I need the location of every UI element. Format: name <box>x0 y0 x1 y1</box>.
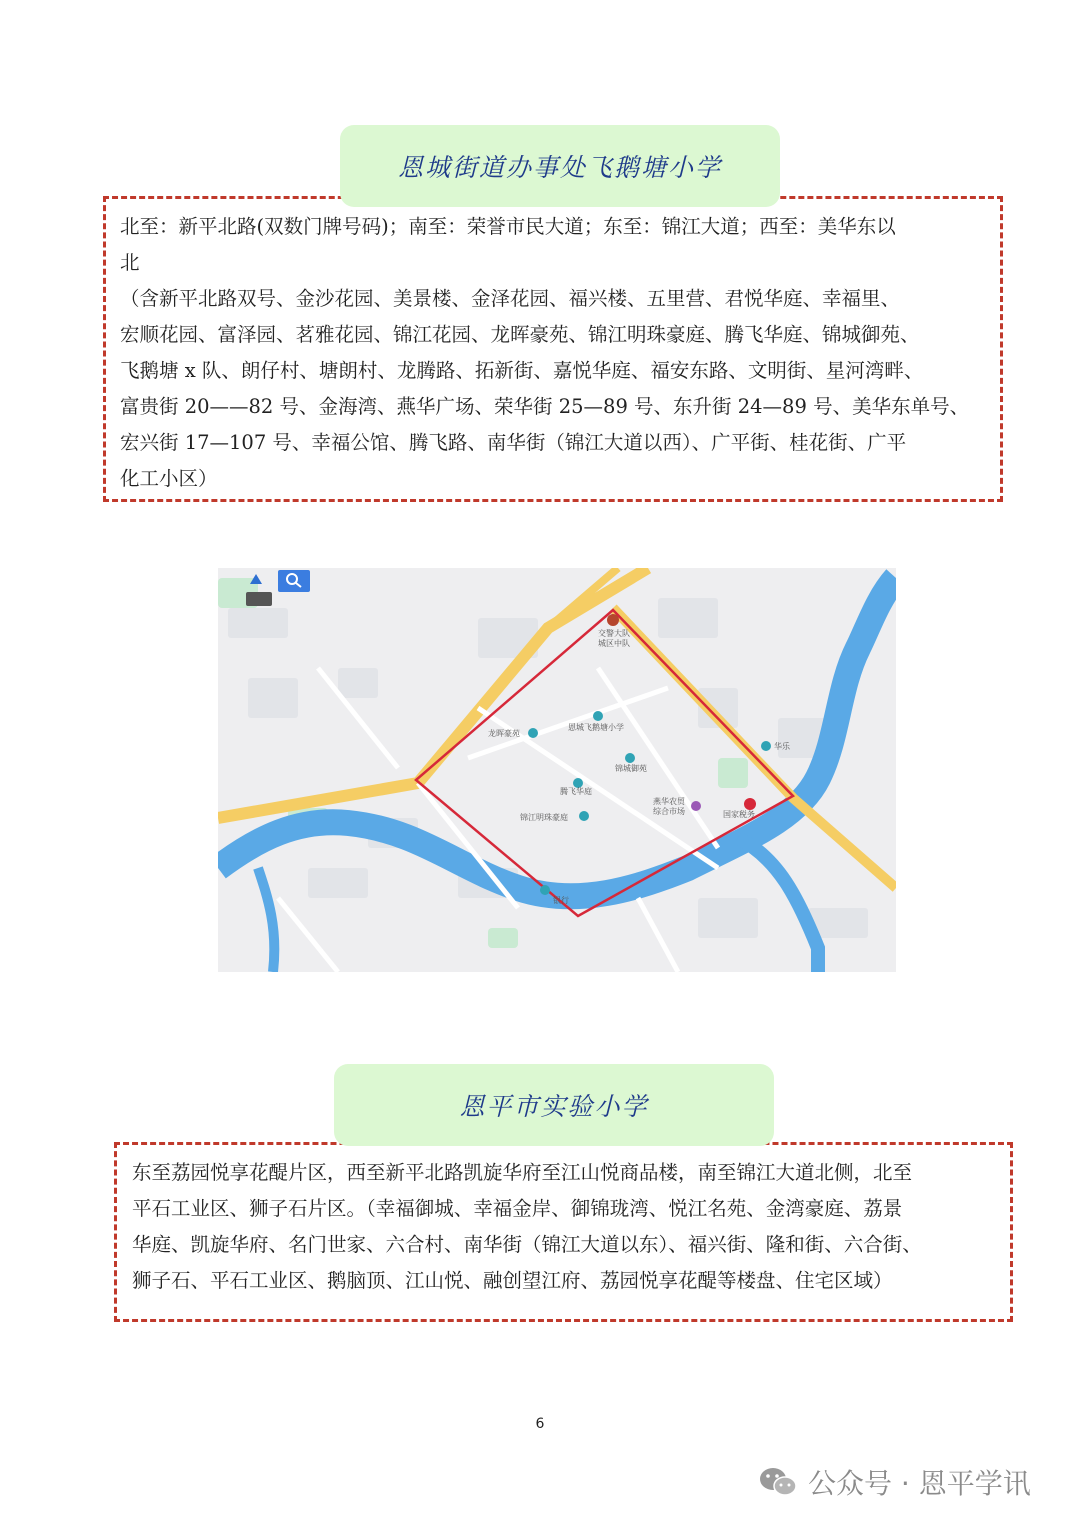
map-label-huale: 华乐 <box>774 742 790 751</box>
map-label-school: 恩城飞鹅塘小学 <box>568 723 624 732</box>
map-label-jiaojing: 交警大队 <box>598 629 630 638</box>
map-label-jincheng: 锦城御苑 <box>615 764 647 773</box>
section1-title: 恩城街道办事处飞鹅塘小学 <box>340 125 780 207</box>
map-label-yanhua: 燕华农贸 <box>653 797 685 806</box>
section2-line: 华庭、凯旋华府、名门世家、六合村、南华街（锦江大道以东）、福兴街、隆和街、六合街、 <box>132 1233 922 1256</box>
section1-detail-line: 宏兴街 17—107 号、幸福公馆、腾飞路、南华街（锦江大道以西）、广平街、桂花街、广平 <box>120 431 907 454</box>
section2-line: 平石工业区、狮子石片区。（幸福御城、幸福金岸、御锦珑湾、悦江名苑、金湾豪庭、荔景 <box>132 1197 903 1220</box>
watermark-text: 公众号 · 恩平学讯 <box>808 1467 1031 1500</box>
wechat-icon <box>758 1465 798 1499</box>
section1-detail-line: 化工小区） <box>120 467 218 490</box>
school-district-map <box>218 568 896 972</box>
page-number: 6 <box>535 1416 545 1432</box>
section2-line: 东至荔园悦享花醍片区，西至新平北路凯旋华府至江山悦商品楼，南至锦江大道北侧，北至 <box>132 1161 913 1184</box>
section1-boundary-cont: 北 <box>120 251 140 274</box>
section2-text <box>132 1155 1007 1299</box>
map-label-bank: 银行 <box>553 896 569 905</box>
section1-detail-line: 富贵街 20——82 号、金海湾、燕华广场、荣华街 25—89 号、东升街 24—89 号、美华东单号、 <box>120 395 970 418</box>
section1-detail-line: （含新平北路双号、金沙花园、美景楼、金泽花园、福兴楼、五里营、君悦华庭、幸福里、 <box>120 287 901 310</box>
section1-detail-line: 飞鹅塘 x 队、朗仔村、塘朗村、龙腾路、拓新街、嘉悦华庭、福安东路、文明街、星河湾畔、 <box>120 359 924 382</box>
map-label-mingzhu: 锦江明珠豪庭 <box>520 813 568 822</box>
section2-line: 狮子石、平石工业区、鹅脑顶、江山悦、融创望江府、荔园悦享花醍等楼盘、住宅区域） <box>132 1269 893 1292</box>
map-label-guojia: 国家税务 <box>723 810 755 819</box>
section1-boundary: 北至：新平北路(双数门牌号码)；南至：荣誉市民大道；东至：锦江大道；西至：美华东以 <box>120 215 896 238</box>
map-label-market: 综合市场 <box>653 807 685 816</box>
watermark <box>758 1462 1031 1502</box>
section1-detail-line: 宏顺花园、富泽园、茗雅花园、锦江花园、龙晖豪苑、锦江明珠豪庭、腾飞华庭、锦城御苑、 <box>120 323 920 346</box>
map-label-chengqu: 城区中队 <box>598 639 630 648</box>
map-label-longhui: 龙晖豪苑 <box>488 729 520 738</box>
section1-text <box>120 209 1000 497</box>
map-search-button[interactable] <box>278 570 310 592</box>
map-label-tengfei: 腾飞华庭 <box>560 787 592 796</box>
section2-title: 恩平市实验小学 <box>334 1064 774 1146</box>
